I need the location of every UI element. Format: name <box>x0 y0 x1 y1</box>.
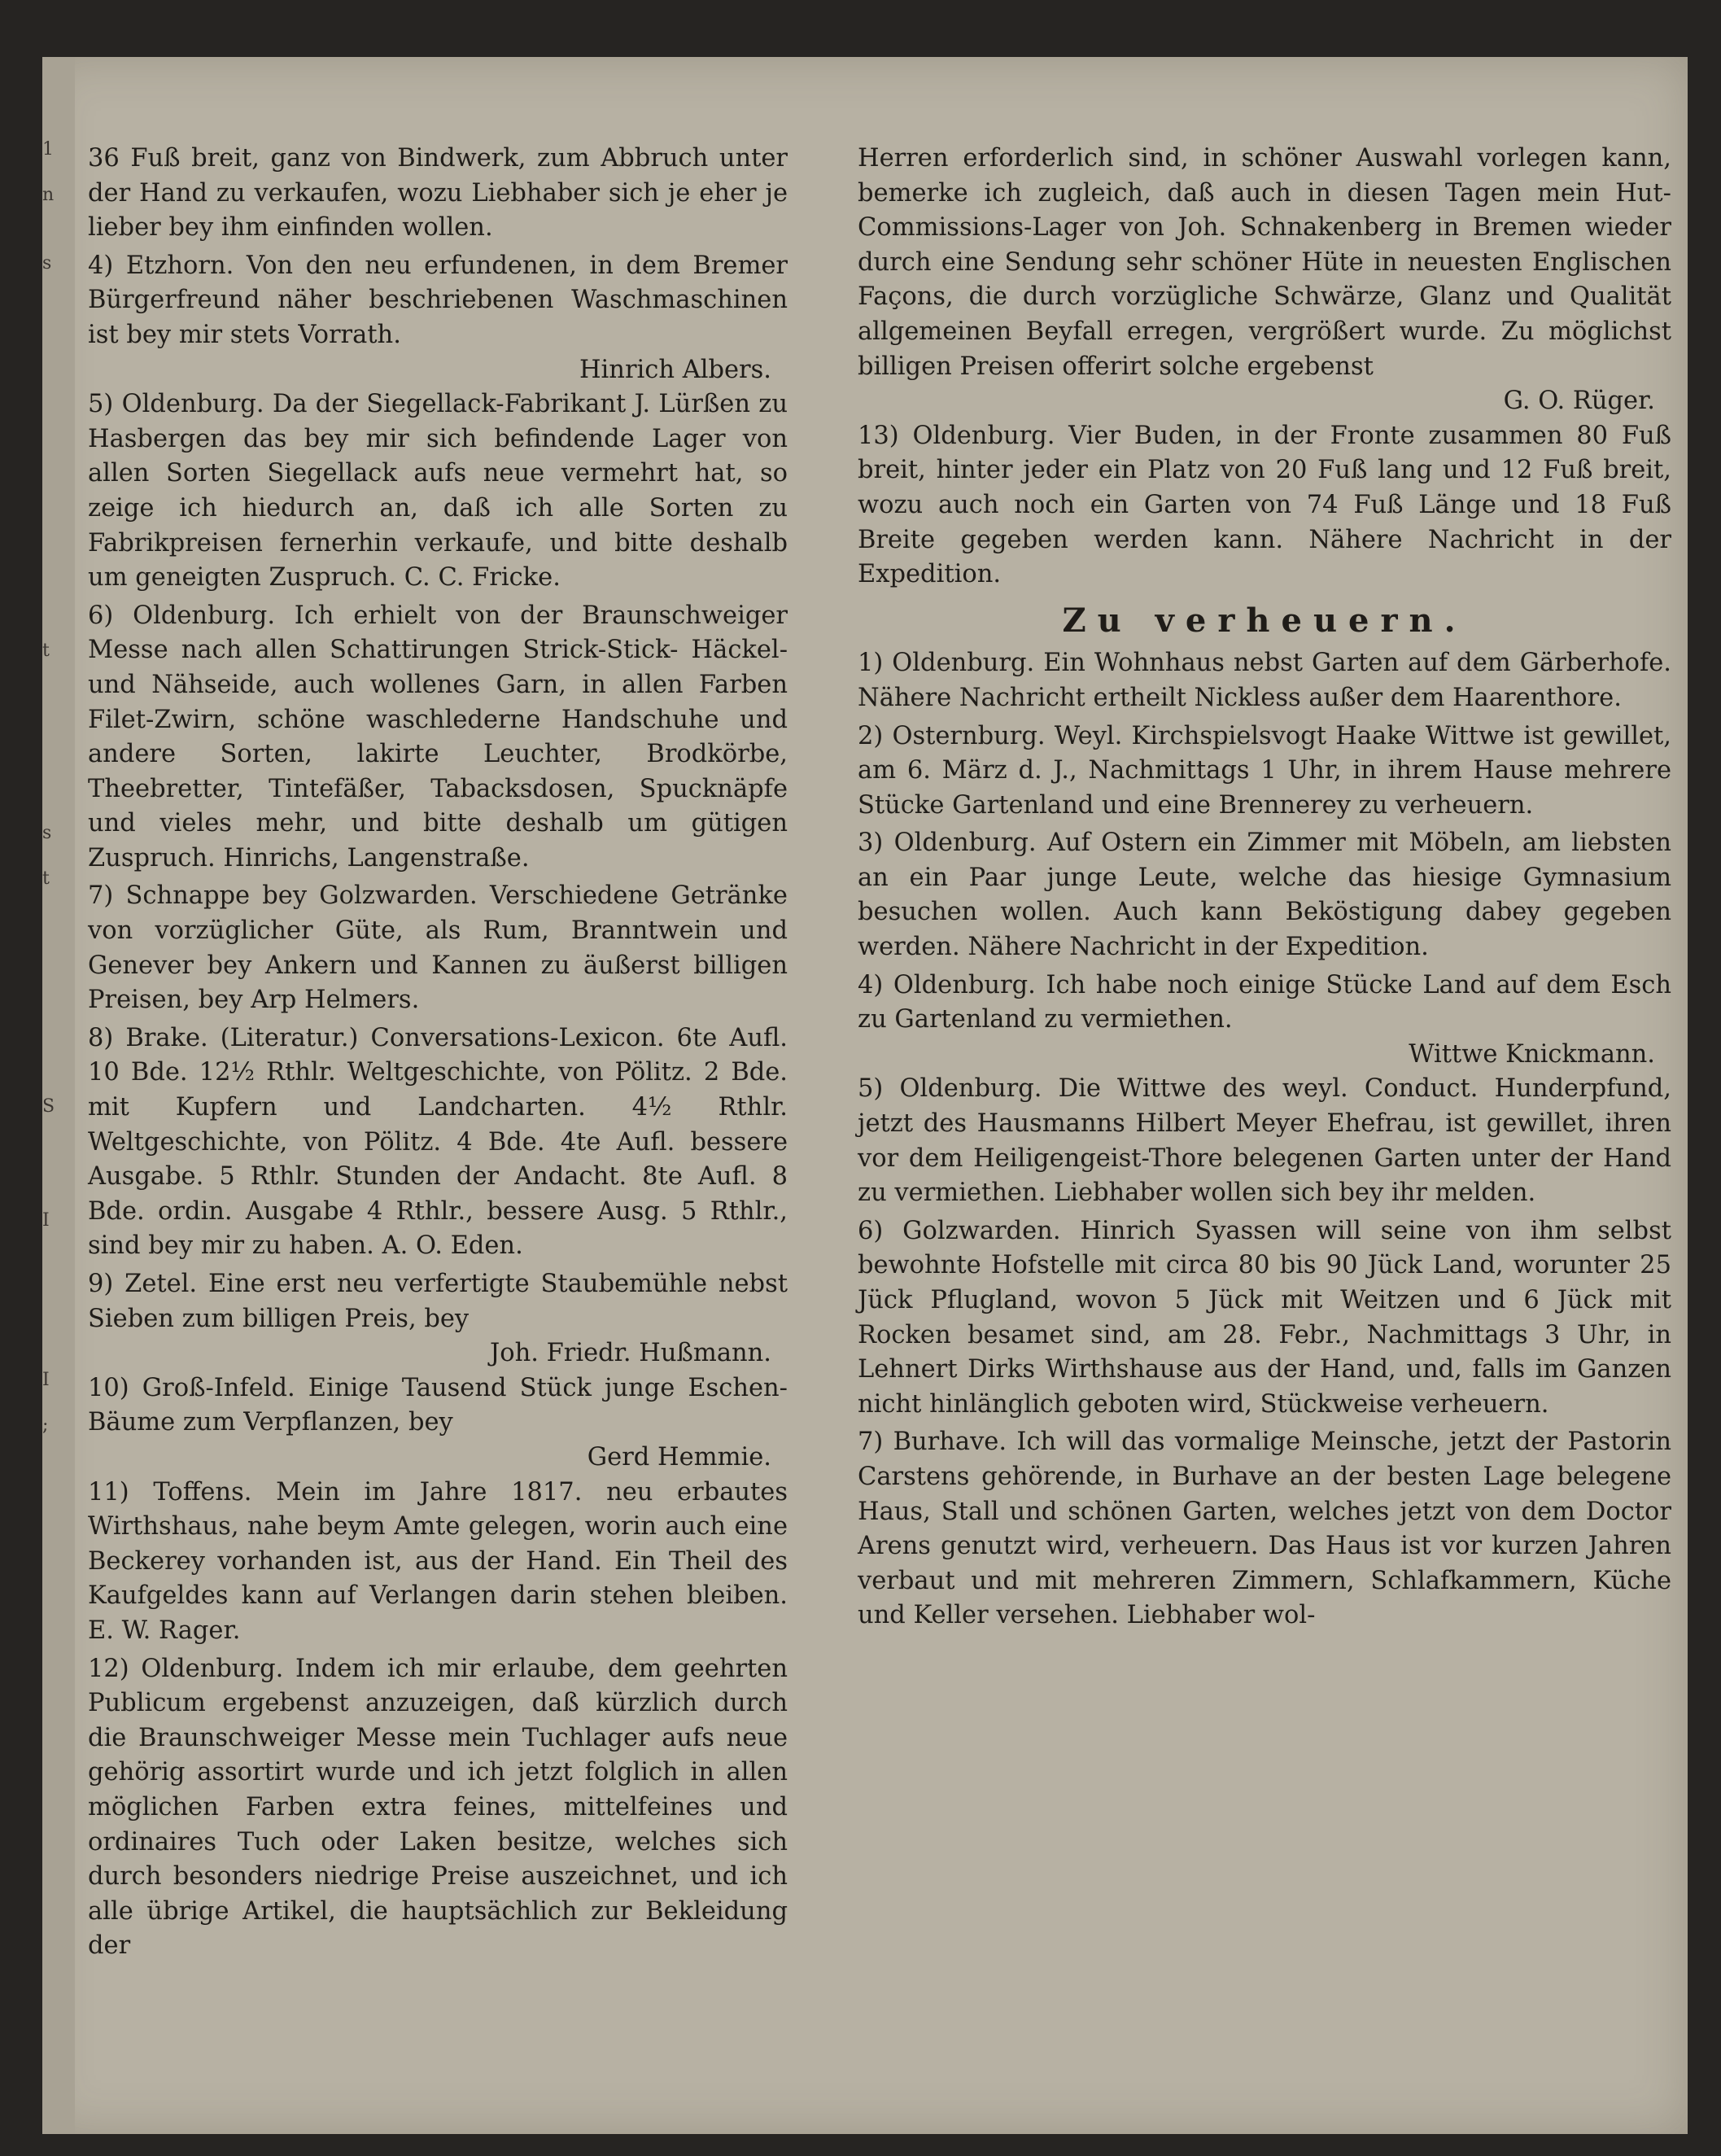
advertisement-paragraph: 6) Oldenburg. Ich erhielt von der Braunschweiger Messe nach allen Schattirungen Strick-Stick- Häckel- und Nähseide, auch wollenes Garn, in allen Farben Filet-Zwirn, schöne waschlederne Handschuhe und andere Sorten, lakirte Leuchter, Brodkörbe, Theebretter, Tintefäßer, Tabacksdosen, Spucknäpfe und vieles mehr, und bitte deshalb um gütigen Zuspruch. Hinrichs, Langenstraße. <box>88 601 788 872</box>
advertisement-paragraph: 4) Oldenburg. Ich habe noch einige Stücke Land auf dem Esch zu Gartenland zu vermiethen. <box>858 970 1671 1034</box>
advertisement-paragraph: 9) Zetel. Eine erst neu verfertigte Staubemühle nebst Sieben zum billigen Preis, bey <box>88 1270 788 1333</box>
advertisement-paragraph: 3) Oldenburg. Auf Ostern ein Zimmer mit Möbeln, am liebsten an ein Paar junge Leute, welche das hiesige Gymnasium besuchen wollen. Auch kann Beköstigung dabey gegeben werden. Nähere Nachricht in der Expedition. <box>858 829 1671 962</box>
advertisement-paragraph: 36 Fuß breit, ganz von Bindwerk, zum Abbruch unter der Hand zu verkaufen, wozu Liebhaber sich je eher je lieber bey ihm einfinden wollen. <box>88 144 788 243</box>
advertisement-paragraph: 13) Oldenburg. Vier Buden, in der Fronte zusammen 80 Fuß breit, hinter jeder ein Platz von 20 Fuß lang und 12 Fuß breit, wozu auch noch ein Garten von 74 Fuß Länge und 18 Fuß Breite gegeben werden kann. Nähere Nachricht in der Expedition. <box>858 421 1671 589</box>
newspaper-page <box>42 57 1688 2134</box>
advertisement-paragraph: 5) Oldenburg. Da der Siegellack-Fabrikant J. Lürßen zu Hasbergen das bey mir sich befindende Lager von allen Sorten Siegellack aufs neue vermehrt hat, so zeige ich hiedurch an, daß ich alle Sorten zu Fabrikpreisen fernerhin verkaufe, und bitte deshalb um geneigten Zuspruch. C. C. Fricke. <box>88 390 788 593</box>
gutter-edge-characters: 1 n s t s t S I I ; <box>42 139 55 1436</box>
advertisement-paragraph: 7) Burhave. Ich will das vormalige Meinsche, jetzt der Pastorin Carstens gehörende, in Burhave an der besten Lage belegene Haus, Stall und schönen Garten, welches jetzt von dem Doctor Arens genutzt wird, verheuern. Das Haus ist vor kurzen Jahren verbaut und mit mehreren Zimmern, Schlafkammern, Küche und Keller versehen. Liebhaber wol- <box>858 1428 1671 1630</box>
advertisement-signature: G. O. Rüger. <box>1503 387 1655 416</box>
advertisement-paragraph: Herren erforderlich sind, in schöner Auswahl vorlegen kann, bemerke ich zugleich, daß auch in diesen Tagen mein Hut-Commissions-Lager von Joh. Schnakenberg in Bremen wieder durch eine Sendung sehr schöner Hüte in neuesten Englischen Façons, die durch vorzügliche Schwärze, Glanz und Qualität allgemeinen Beyfall erregen, vergrößert wurde. Zu möglichst billigen Preisen offerirt solche ergebenst <box>858 144 1671 381</box>
advertisement-signature: Joh. Friedr. Hußmann. <box>489 1339 771 1368</box>
advertisement-paragraph: 10) Groß-Infeld. Einige Tausend Stück junge Eschen-Bäume zum Verpflanzen, bey <box>88 1373 788 1437</box>
advertisement-paragraph: 12) Oldenburg. Indem ich mir erlaube, dem geehrten Publicum ergebenst anzuzeigen, daß kürzlich durch die Braunschweiger Messe mein Tuchlager aufs neue gehörig assortirt wurde und ich jetzt folglich in allen möglichen Farben extra feines, mittelfeines und ordinaires Tuch oder Laken besitze, welches sich durch besonders niedrige Preise auszeichnet, und ich alle übrige Artikel, die hauptsächlich zur Bekleidung der <box>88 1654 788 1961</box>
advertisement-paragraph: 8) Brake. (Literatur.) Conversations-Lexicon. 6te Aufl. 10 Bde. 12½ Rthlr. Weltgeschichte, von Pölitz. 2 Bde. mit Kupfern und Landcharten. 4½ Rthlr. Weltgeschichte, von Pölitz. 4 Bde. 4te Aufl. bessere Ausgabe. 5 Rthlr. Stunden der Andacht. 8te Aufl. 8 Bde. ordin. Ausgabe 4 Rthlr., bessere Ausg. 5 Rthlr., sind bey mir zu haben. A. O. Eden. <box>88 1023 788 1261</box>
advertisement-paragraph: 11) Toffens. Mein im Jahre 1817. neu erbautes Wirthshaus, nahe beym Amte gelegen, worin auch eine Beckerey vorhanden ist, aus der Hand. Ein Theil des Kaufgeldes kann auf Verlangen darin stehen bleiben. E. W. Rager. <box>88 1477 788 1645</box>
advertisement-paragraph: 5) Oldenburg. Die Wittwe des weyl. Conduct. Hunderpfund, jetzt des Hausmanns Hilbert Meyer Ehefrau, ist gewillet, ihren vor dem Heiligengeist-Thore belegenen Garten unter der Hand zu vermiethen. Liebhaber wollen sich bey ihr melden. <box>858 1074 1671 1208</box>
gutter-margin <box>42 57 75 2134</box>
left-text-column <box>88 142 788 1964</box>
advertisement-paragraph: 2) Osternburg. Weyl. Kirchspielsvogt Haake Wittwe ist gewillet, am 6. März d. J., Nachmittags 1 Uhr, in ihrem Hause mehrere Stücke Gartenland und eine Brennerey zu verheuern. <box>858 721 1671 820</box>
section-heading: Zu verheuern. <box>1062 601 1467 640</box>
advertisement-signature: Wittwe Knickmann. <box>1409 1039 1655 1069</box>
advertisement-paragraph: 4) Etzhorn. Von den neu erfundenen, in dem Bremer Bürgerfreund näher beschriebenen Waschmaschinen ist bey mir stets Vorrath. <box>88 251 788 349</box>
right-text-column <box>858 142 1671 1633</box>
advertisement-paragraph: 6) Golzwarden. Hinrich Syassen will seine von ihm selbst bewohnte Hofstelle mit circa 80 bis 90 Jück Land, worunter 25 Jück Pflugland, wovon 5 Jück mit Weitzen und 6 Jück mit Rocken besamet sind, am 28. Febr., Nachmittags 3 Uhr, in Lehnert Dirks Wirthshause aus der Hand, und, falls im Ganzen nicht hinlänglich geboten wird, Stückweise verheuern. <box>858 1216 1671 1419</box>
advertisement-paragraph: 7) Schnappe bey Golzwarden. Verschiedene Getränke von vorzüglicher Güte, als Rum, Branntwein und Genever bey Ankern und Kannen zu äußerst billigen Preisen, bey Arp Helmers. <box>88 881 788 1015</box>
advertisement-signature: Gerd Hemmie. <box>587 1442 771 1472</box>
advertisement-signature: Hinrich Albers. <box>579 355 771 384</box>
advertisement-paragraph: 1) Oldenburg. Ein Wohnhaus nebst Garten auf dem Gärberhofe. Nähere Nachricht ertheilt Nickless außer dem Haarenthore. <box>858 649 1671 712</box>
